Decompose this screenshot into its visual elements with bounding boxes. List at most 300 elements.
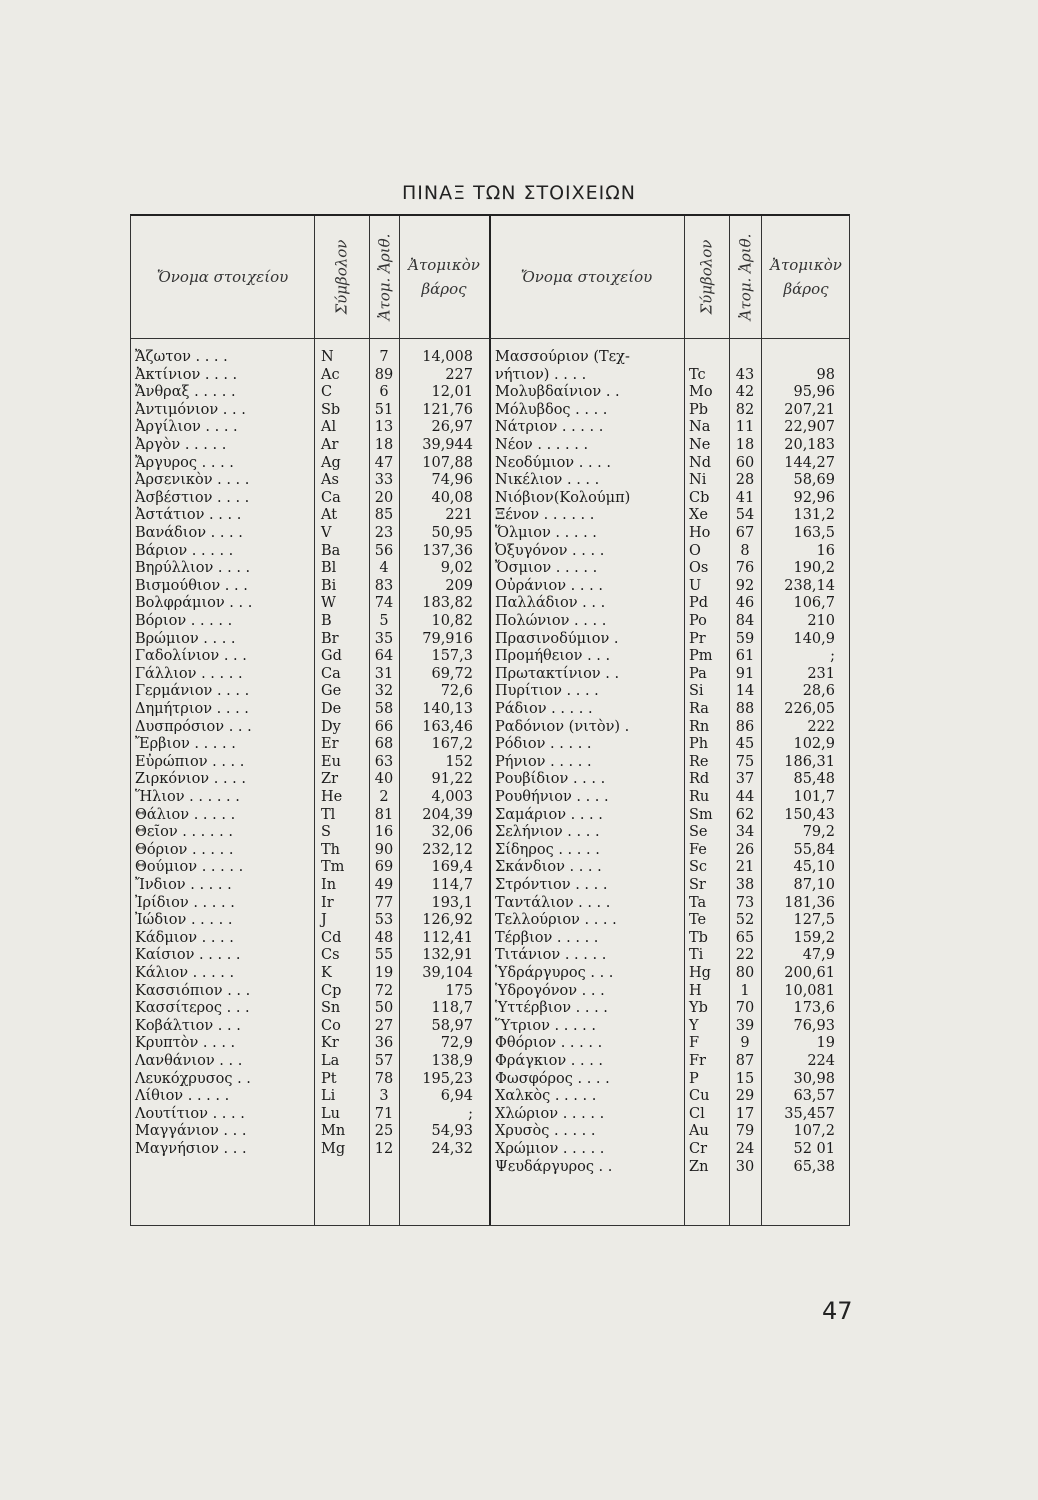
atomic-number: 37 — [735, 771, 755, 788]
element-symbol: Pb — [689, 401, 709, 418]
atomic-number: 91 — [735, 665, 755, 682]
atomic-number: 24 — [735, 1141, 755, 1157]
table-row — [131, 1017, 849, 1035]
element-name: Ἀκτίνιον . . . . — [135, 366, 238, 383]
atomic-number: 85 — [374, 507, 394, 524]
atomic-number: 8 — [740, 542, 750, 559]
element-symbol: Ho — [689, 525, 711, 541]
element-name: Ὀξυγόνον . . . . — [495, 542, 605, 559]
element-symbol: He — [321, 789, 343, 805]
element-name: Δημήτριον . . . . — [135, 701, 249, 717]
element-name: Γερμάνιον . . . . — [135, 683, 250, 700]
table-row — [131, 823, 849, 841]
atomic-number: 4 — [379, 560, 389, 577]
element-name: Σαμάριον . . . . — [495, 806, 603, 823]
atomic-number: 67 — [735, 525, 755, 541]
table-row — [131, 806, 849, 824]
atomic-weight: ; — [830, 648, 835, 665]
atomic-number: 70 — [735, 1000, 755, 1017]
atomic-number: 62 — [735, 806, 755, 823]
element-symbol: U — [689, 577, 702, 594]
header-weight — [399, 216, 489, 338]
element-name: νήτιον) . . . . — [495, 366, 587, 383]
element-symbol: Cr — [689, 1141, 708, 1157]
header-name: Ὄνομα στοιχείου — [156, 268, 289, 286]
atomic-weight: 22,907 — [784, 419, 835, 436]
atomic-number: 76 — [735, 560, 755, 577]
element-name: Οὐράνιον . . . . — [495, 577, 603, 594]
element-symbol: Fe — [689, 841, 707, 858]
element-name: Πρωτακτίνιον . . — [495, 665, 620, 682]
atomic-number: 33 — [374, 472, 394, 489]
element-name: Ἀστάτιον . . . . — [135, 507, 242, 524]
atomic-weight: 227 — [445, 366, 473, 383]
element-symbol: Sb — [321, 401, 341, 418]
element-name: Ἄργυρος . . . . — [135, 454, 234, 471]
atomic-number: 65 — [735, 929, 755, 946]
atomic-weight: 16 — [816, 542, 835, 559]
table-row — [131, 471, 849, 489]
element-symbol: Al — [321, 419, 337, 436]
atomic-number: 51 — [374, 401, 394, 418]
atomic-weight: 167,2 — [431, 736, 473, 753]
atomic-number: 88 — [735, 701, 755, 717]
table-row — [131, 418, 849, 436]
element-name: Κάδμιον . . . . — [135, 929, 234, 946]
element-name: Βάριον . . . . . — [135, 542, 234, 559]
atomic-weight: 76,93 — [793, 1017, 835, 1034]
atomic-number: 13 — [374, 419, 394, 436]
element-name: Κρυπτὸν . . . . — [135, 1035, 236, 1052]
element-symbol: Sc — [689, 859, 708, 876]
atomic-weight: 107,2 — [793, 1123, 835, 1140]
table-row — [131, 1140, 849, 1158]
atomic-number: 71 — [374, 1105, 394, 1122]
element-name: Πολώνιον . . . . — [495, 613, 607, 629]
atomic-weight: 32,06 — [431, 824, 473, 841]
header-atomic-number — [369, 216, 399, 338]
atomic-weight: 39,104 — [422, 965, 473, 981]
atomic-weight: 190,2 — [793, 560, 835, 577]
atomic-number: 31 — [374, 665, 394, 682]
element-symbol: Gd — [321, 648, 342, 665]
table-row — [131, 630, 849, 648]
table-row — [131, 1034, 849, 1052]
header-symbol-2-text: Σύμβολον — [697, 239, 716, 315]
element-symbol: Yb — [689, 1000, 708, 1017]
element-symbol: Co — [321, 1017, 341, 1034]
atomic-weight: 106,7 — [793, 595, 835, 612]
atomic-weight: 163,5 — [793, 525, 835, 541]
atomic-weight: ; — [468, 1105, 473, 1122]
atomic-weight: 107,88 — [422, 454, 473, 471]
atomic-weight: 169,4 — [431, 859, 473, 876]
element-name: Δυσπρόσιον . . . — [135, 718, 252, 735]
element-symbol: Sn — [321, 1000, 341, 1017]
atomic-number: 92 — [735, 577, 755, 594]
element-symbol: Zn — [689, 1158, 709, 1175]
atomic-number: 60 — [735, 454, 755, 471]
header-atomic-number-2 — [729, 216, 761, 338]
element-symbol: De — [321, 701, 342, 717]
element-symbol: Ac — [321, 366, 340, 383]
atomic-number: 84 — [735, 613, 755, 629]
atomic-number: 3 — [379, 1088, 389, 1105]
table-row — [131, 964, 849, 982]
page-number: 47 — [822, 1297, 853, 1325]
table-row — [131, 1052, 849, 1070]
atomic-number: 19 — [374, 965, 394, 981]
table-row — [131, 454, 849, 472]
element-name: Μαγνήσιον . . . — [135, 1141, 247, 1157]
atomic-number: 82 — [735, 401, 755, 418]
atomic-weight: 127,5 — [793, 912, 835, 929]
table-row — [131, 982, 849, 1000]
element-symbol: Tl — [321, 806, 336, 823]
table-row — [131, 770, 849, 788]
atomic-number: 29 — [735, 1088, 755, 1105]
atomic-number: 18 — [374, 437, 394, 453]
atomic-weight: 45,10 — [793, 859, 835, 876]
element-symbol: Pa — [689, 665, 707, 682]
header-weight-2-line1: Ἀτομικὸν — [770, 256, 842, 274]
element-name: Προμήθειον . . . — [495, 648, 611, 665]
element-name: Πρασινοδύμιον . — [495, 630, 619, 647]
atomic-weight: 91,22 — [431, 771, 473, 788]
element-name: Φθόριον . . . . . — [495, 1035, 603, 1052]
table-row — [131, 841, 849, 859]
atomic-weight: 175 — [445, 982, 473, 999]
atomic-number: 74 — [374, 595, 394, 612]
element-name: Λουτίτιον . . . . — [135, 1105, 245, 1122]
element-symbol: F — [689, 1035, 700, 1052]
element-symbol: Si — [689, 683, 704, 700]
atomic-weight: 14,008 — [422, 349, 473, 365]
atomic-number: 66 — [374, 718, 394, 735]
element-symbol: K — [321, 965, 332, 981]
header-symbol — [314, 216, 369, 338]
element-symbol: Ag — [321, 454, 341, 471]
element-name: Θάλιον . . . . . — [135, 806, 236, 823]
atomic-weight: 231 — [807, 665, 835, 682]
element-symbol: Na — [689, 419, 711, 436]
atomic-weight: 138,9 — [431, 1053, 473, 1069]
element-symbol: Ta — [689, 894, 707, 911]
atomic-number: 64 — [374, 648, 394, 665]
atomic-number: 80 — [735, 965, 755, 981]
element-name: Λίθιον . . . . . — [135, 1088, 230, 1105]
element-name: Βόριον . . . . . — [135, 613, 233, 629]
element-symbol: Pt — [321, 1070, 337, 1087]
element-symbol: Re — [689, 753, 709, 770]
atomic-weight: 20,183 — [784, 437, 835, 453]
element-name: Παλλάδιον . . . — [495, 595, 606, 612]
atomic-number: 6 — [379, 384, 389, 401]
atomic-number: 27 — [374, 1017, 394, 1034]
element-name: Πυρίτιον . . . . — [495, 683, 599, 700]
element-name: Βολφράμιον . . . — [135, 595, 253, 612]
atomic-number: 12 — [374, 1141, 394, 1157]
atomic-number: 21 — [735, 859, 755, 876]
atomic-weight: 195,23 — [422, 1070, 473, 1087]
element-symbol: Ne — [689, 437, 711, 453]
table-row — [131, 911, 849, 929]
atomic-weight: 132,91 — [422, 947, 473, 964]
table-row — [131, 700, 849, 718]
atomic-weight: 121,76 — [422, 401, 473, 418]
element-name: Ἀσβέστιον . . . . — [135, 489, 250, 506]
table-row — [131, 682, 849, 700]
element-symbol: Hg — [689, 965, 711, 981]
element-name: Νέον . . . . . . — [495, 437, 589, 453]
atomic-number: 89 — [374, 366, 394, 383]
element-symbol: Ru — [689, 789, 710, 805]
table-row — [131, 1070, 849, 1088]
element-symbol: Y — [689, 1017, 699, 1034]
atomic-number: 5 — [379, 613, 389, 629]
element-symbol: V — [321, 525, 332, 541]
element-name: Σελήνιον . . . . — [495, 824, 600, 841]
element-name: Ρουβίδιον . . . . — [495, 771, 606, 788]
table-row — [131, 559, 849, 577]
element-symbol: Ra — [689, 701, 709, 717]
element-symbol: S — [321, 824, 331, 841]
atomic-number: 2 — [379, 789, 389, 805]
table-row — [131, 999, 849, 1017]
atomic-weight: 74,96 — [431, 472, 473, 489]
atomic-weight: 150,43 — [784, 806, 835, 823]
header-weight-line2: βάρος — [421, 280, 467, 298]
element-name: Ἥλιον . . . . . . — [135, 789, 240, 805]
atomic-number: 50 — [374, 1000, 394, 1017]
atomic-weight: 224 — [807, 1053, 835, 1069]
element-symbol: Bl — [321, 560, 337, 577]
atomic-weight: 193,1 — [431, 894, 473, 911]
atomic-number: 35 — [374, 630, 394, 647]
element-symbol: Bi — [321, 577, 337, 594]
table-row — [131, 788, 849, 806]
table-row — [131, 489, 849, 507]
atomic-number: 61 — [735, 648, 755, 665]
element-name: Κασσιόπιον . . . — [135, 982, 251, 999]
atomic-number: 75 — [735, 753, 755, 770]
element-name: Νικέλιον . . . . — [495, 472, 600, 489]
element-symbol: Os — [689, 560, 709, 577]
table-row — [131, 1122, 849, 1140]
element-symbol: Tc — [689, 366, 706, 383]
element-symbol: Eu — [321, 753, 341, 770]
element-name: Ἀντιμόνιον . . . — [135, 401, 246, 418]
atomic-weight: 163,46 — [422, 718, 473, 735]
element-symbol: Ge — [321, 683, 342, 700]
element-symbol: Ni — [689, 472, 707, 489]
table-row — [131, 366, 849, 384]
atomic-weight: 10,82 — [431, 613, 473, 629]
header-name-2: Ὄνομα στοιχείου — [520, 268, 653, 286]
element-name: Χρώμιον . . . . . — [495, 1141, 605, 1157]
atomic-number: 40 — [374, 771, 394, 788]
element-name: Ἔρβιον . . . . . — [135, 736, 236, 753]
atomic-weight: 79,2 — [802, 824, 835, 841]
atomic-weight: 102,9 — [793, 736, 835, 753]
table-row — [131, 594, 849, 612]
atomic-weight: 10,081 — [784, 982, 835, 999]
atomic-weight: 101,7 — [793, 789, 835, 805]
element-symbol: H — [689, 982, 702, 999]
atomic-weight: 140,13 — [422, 701, 473, 717]
header-weight-2-line2: βάρος — [783, 280, 829, 298]
atomic-number: 59 — [735, 630, 755, 647]
header-atomic-number-text: Ἀτομ. Ἀριθ. — [375, 233, 393, 321]
atomic-weight: 238,14 — [784, 577, 835, 594]
element-symbol: C — [321, 384, 333, 401]
header-weight-line1: Ἀτομικὸν — [408, 256, 480, 274]
atomic-weight: 181,36 — [784, 894, 835, 911]
atomic-number: 63 — [374, 753, 394, 770]
atomic-weight: 232,12 — [422, 841, 473, 858]
atomic-number: 77 — [374, 894, 394, 911]
element-name: Ψευδάργυρος . . — [495, 1158, 613, 1175]
element-symbol: Th — [321, 841, 341, 858]
atomic-weight: 85,48 — [793, 771, 835, 788]
element-symbol: Er — [321, 736, 339, 753]
atomic-number: 87 — [735, 1053, 755, 1069]
element-symbol: Rd — [689, 771, 710, 788]
element-name: Εὐρώπιον . . . . — [135, 753, 245, 770]
element-name: Ἀργίλιον . . . . — [135, 419, 238, 436]
element-symbol: As — [321, 472, 339, 489]
element-symbol: N — [321, 349, 334, 365]
atomic-number: 68 — [374, 736, 394, 753]
element-symbol: Kr — [321, 1035, 339, 1052]
element-symbol: Ti — [689, 947, 704, 964]
element-name: Ζιρκόνιον . . . . — [135, 771, 246, 788]
atomic-weight: 207,21 — [784, 401, 835, 418]
element-name: Χαλκὸς . . . . . — [495, 1088, 597, 1105]
atomic-weight: 72,6 — [440, 683, 473, 700]
element-name: Νιόβιον(Κολούμπ) — [495, 489, 631, 506]
element-name: Ἰρίδιον . . . . . — [135, 894, 235, 911]
atomic-number: 23 — [374, 525, 394, 541]
atomic-weight: 152 — [445, 753, 473, 770]
table-row — [131, 647, 849, 665]
element-symbol: Ca — [321, 665, 341, 682]
atomic-weight: 79,916 — [422, 630, 473, 647]
atomic-weight: 4,003 — [431, 789, 473, 805]
atomic-weight: 209 — [445, 577, 473, 594]
atomic-number: 38 — [735, 877, 755, 893]
element-symbol: Cu — [689, 1088, 710, 1105]
element-symbol: Pm — [689, 648, 713, 665]
element-symbol: Dy — [321, 718, 341, 735]
element-name: Στρόντιον . . . . — [495, 877, 608, 893]
element-name: Χρυσὸς . . . . . — [495, 1123, 596, 1140]
atomic-weight: 9,02 — [440, 560, 473, 577]
atomic-number: 30 — [735, 1158, 755, 1175]
element-name: Τελλούριον . . . . — [495, 912, 617, 929]
atomic-weight: 210 — [807, 613, 835, 629]
atomic-number: 81 — [374, 806, 394, 823]
atomic-number: 53 — [374, 912, 394, 929]
element-symbol: Po — [689, 613, 707, 629]
atomic-number: 9 — [740, 1035, 750, 1052]
atomic-number: 86 — [735, 718, 755, 735]
element-name: Ρουθήνιον . . . . — [495, 789, 609, 805]
atomic-weight: 137,36 — [422, 542, 473, 559]
atomic-number: 72 — [374, 982, 394, 999]
atomic-weight: 95,96 — [793, 384, 835, 401]
atomic-number: 17 — [735, 1105, 755, 1122]
element-name: Νεοδύμιον . . . . — [495, 454, 611, 471]
element-name: Σίδηρος . . . . . — [495, 841, 600, 858]
element-name: Ἰώδιον . . . . . — [135, 912, 233, 929]
element-symbol: Li — [321, 1088, 336, 1105]
element-name: Κασσίτερος . . . — [135, 1000, 250, 1017]
element-name: Ἄζωτον . . . . — [135, 349, 228, 365]
element-symbol: Lu — [321, 1105, 340, 1122]
atomic-weight: 63,57 — [793, 1088, 835, 1105]
element-name: Φράγκιον . . . . — [495, 1053, 604, 1069]
atomic-weight: 144,27 — [784, 454, 835, 471]
atomic-number: 20 — [374, 489, 394, 506]
element-symbol: Ba — [321, 542, 341, 559]
atomic-weight: 98 — [816, 366, 835, 383]
atomic-weight: 118,7 — [431, 1000, 473, 1017]
table-row — [131, 524, 849, 542]
table-row — [131, 665, 849, 683]
atomic-weight: 12,01 — [431, 384, 473, 401]
table-row — [131, 946, 849, 964]
atomic-weight: 140,9 — [793, 630, 835, 647]
element-name: Ὕτριον . . . . . — [495, 1017, 597, 1034]
element-name: Νάτριον . . . . . — [495, 419, 604, 436]
element-name: Ρόδιον . . . . . — [495, 736, 592, 753]
atomic-number: 73 — [735, 894, 755, 911]
element-symbol: Cs — [321, 947, 340, 964]
element-name: Ράδιον . . . . . — [495, 701, 593, 717]
atomic-number: 49 — [374, 877, 394, 893]
table-row — [131, 383, 849, 401]
atomic-weight: 173,6 — [793, 1000, 835, 1017]
element-name: Λευκόχρυσος . . — [135, 1070, 251, 1087]
atomic-weight: 200,61 — [784, 965, 835, 981]
element-name: Ὅλμιον . . . . . — [495, 525, 597, 541]
element-name: Μαγγάνιον . . . — [135, 1123, 247, 1140]
atomic-number: 16 — [374, 824, 394, 841]
atomic-number: 26 — [735, 841, 755, 858]
element-symbol: Sr — [689, 877, 706, 893]
atomic-weight: 58,69 — [793, 472, 835, 489]
element-name: Θεῖον . . . . . . — [135, 824, 233, 841]
element-symbol: Pr — [689, 630, 706, 647]
atomic-number: 79 — [735, 1123, 755, 1140]
atomic-weight: 65,38 — [793, 1158, 835, 1175]
atomic-number: 41 — [735, 489, 755, 506]
table-row — [131, 858, 849, 876]
atomic-weight: 222 — [807, 718, 835, 735]
atomic-weight: 72,9 — [440, 1035, 473, 1052]
atomic-weight: 131,2 — [793, 507, 835, 524]
element-symbol: Cp — [321, 982, 342, 999]
atomic-weight: 157,3 — [431, 648, 473, 665]
element-symbol: Sm — [689, 806, 713, 823]
element-symbol: Xe — [689, 507, 708, 524]
table-row — [131, 735, 849, 753]
atomic-number: 90 — [374, 841, 394, 858]
element-name: Ραδόνιον (νιτὸν) . — [495, 718, 630, 735]
atomic-weight: 39,944 — [422, 437, 473, 453]
atomic-weight: 6,94 — [440, 1088, 473, 1105]
